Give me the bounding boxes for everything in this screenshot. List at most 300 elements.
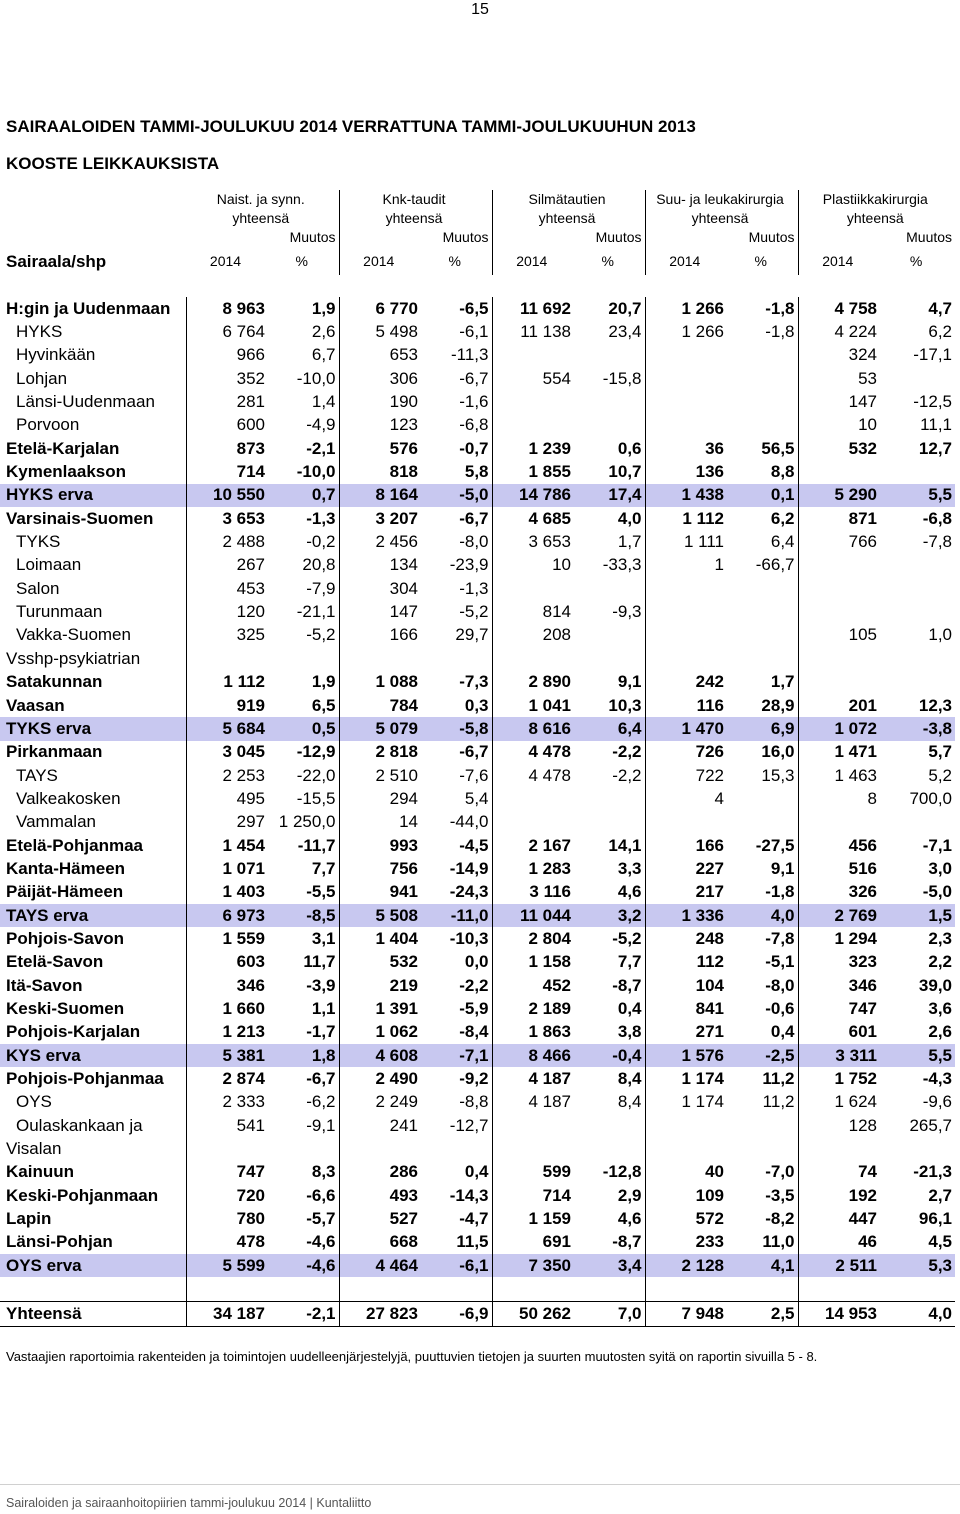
data-table xyxy=(0,297,955,1327)
cell-change-pct: 8,8 xyxy=(770,462,795,482)
table-row xyxy=(0,671,955,694)
cell-value-2014: 2 804 xyxy=(492,927,574,950)
cell-change-pct: 5,2 xyxy=(928,765,952,785)
cell-value-2014: 447 xyxy=(798,1207,880,1230)
row-name: Salon xyxy=(16,578,60,598)
cell-value-2014: 201 xyxy=(798,694,880,717)
spacer-cell xyxy=(268,1277,339,1302)
cell-value-2014: 3 045 xyxy=(186,741,268,764)
row-name: Kainuun xyxy=(6,1162,74,1182)
cell-change-pct: -5,1 xyxy=(765,952,795,972)
cell-value-2014: 919 xyxy=(186,694,268,717)
cell-change-pct xyxy=(880,577,955,600)
cell-change-pct xyxy=(880,1137,955,1160)
cell-value-2014: 233 xyxy=(645,1231,727,1254)
cell-value-2014: 271 xyxy=(645,1021,727,1044)
cell-value-2014: 1 438 xyxy=(645,484,727,507)
row-name: Vaasan xyxy=(6,695,65,715)
cell-change-pct: -12,8 xyxy=(602,1162,642,1182)
cell-value-2014: 105 xyxy=(798,624,880,647)
cell-change-pct: 3,1 xyxy=(311,928,336,948)
cell-value-2014: 5 599 xyxy=(186,1254,268,1277)
cell-value-2014: 166 xyxy=(645,834,727,857)
cell-value-2014: 2 818 xyxy=(339,741,421,764)
cell-change-pct: -6,2 xyxy=(306,1092,336,1112)
cell-value-2014: 147 xyxy=(339,600,421,623)
row-name: Pohjois-Pohjanmaa xyxy=(6,1069,164,1089)
cell-value-2014: 326 xyxy=(798,881,880,904)
row-name: HYKS xyxy=(16,322,63,342)
cell-change-pct: 11,2 xyxy=(762,1069,795,1089)
muutos-label-4: Muutos xyxy=(748,229,795,245)
cell-change-pct: -23,9 xyxy=(449,555,489,575)
cell-value-2014: 993 xyxy=(339,834,421,857)
cell-change-pct: -1,8 xyxy=(765,882,795,902)
cell-change-pct: -6,1 xyxy=(421,1254,492,1277)
cell-value-2014: 5 684 xyxy=(186,717,268,740)
cell-change-pct: 9,1 xyxy=(770,858,795,878)
cell-value-2014: 50 262 xyxy=(492,1302,574,1326)
cell-change-pct: 11,7 xyxy=(303,952,336,972)
cell-change-pct: 0,5 xyxy=(268,717,339,740)
year-label-1: 2014 xyxy=(209,252,242,269)
cell-change-pct: -6,7 xyxy=(459,368,489,388)
row-name: OYS xyxy=(16,1092,52,1112)
cell-change-pct: 20,7 xyxy=(608,298,642,318)
cell-value-2014: 1 576 xyxy=(645,1044,727,1067)
cell-change-pct: 2,6 xyxy=(311,322,336,342)
cell-change-pct xyxy=(727,811,798,834)
cell-value-2014: 147 xyxy=(798,390,880,413)
cell-change-pct xyxy=(727,390,798,413)
group-subtitle-4: yhteensä xyxy=(645,209,798,228)
spacer-cell xyxy=(339,1277,421,1302)
year-label-2: 2014 xyxy=(339,247,421,275)
cell-value-2014: 128 xyxy=(798,1114,880,1137)
cell-value-2014: 286 xyxy=(339,1161,421,1184)
cell-value-2014: 720 xyxy=(186,1184,268,1207)
cell-value-2014: 4 xyxy=(645,787,727,810)
cell-change-pct xyxy=(574,787,645,810)
cell-change-pct: -6,7 xyxy=(306,1069,336,1089)
cell-change-pct: -7,0 xyxy=(765,1162,795,1182)
cell-value-2014: 603 xyxy=(186,951,268,974)
cell-value-2014: 532 xyxy=(339,951,421,974)
spacer-cell xyxy=(798,1277,880,1302)
table-row xyxy=(0,741,955,764)
row-name: Varsinais-Suomen xyxy=(6,508,154,528)
cell-value-2014: 3 311 xyxy=(798,1044,880,1067)
table-row xyxy=(0,390,955,413)
cell-value-2014: 116 xyxy=(645,694,727,717)
footnote: Vastaajien raportoimia rakenteiden ja toimintojen uudelleenjärjestelyjä, puuttuvien tietojen ja suurten muutosten syitä on raportin sivuilla 5 - 8. xyxy=(6,1349,818,1364)
row-name: Oulaskankaan ja xyxy=(16,1115,143,1135)
cell-change-pct: -11,7 xyxy=(297,835,336,855)
cell-value-2014 xyxy=(645,811,727,834)
cell-value-2014: 8 xyxy=(798,787,880,810)
cell-value-2014: 11 692 xyxy=(492,297,574,320)
cell-change-pct: 29,7 xyxy=(455,625,489,645)
cell-change-pct: -17,1 xyxy=(913,345,952,365)
cell-change-pct xyxy=(268,647,339,670)
cell-value-2014: 1 112 xyxy=(186,671,268,694)
page-number: 15 xyxy=(471,1,489,18)
cell-value-2014: 267 xyxy=(186,554,268,577)
cell-value-2014: 11 138 xyxy=(492,320,574,343)
table-row-total xyxy=(0,1302,955,1326)
year-label-5: 2014 xyxy=(798,247,880,275)
cell-change-pct: -6,9 xyxy=(421,1302,492,1326)
row-name: Lohjan xyxy=(16,368,68,388)
cell-change-pct: 11,2 xyxy=(762,1092,795,1112)
cell-change-pct: -10,0 xyxy=(296,368,336,388)
cell-change-pct: 11,1 xyxy=(920,415,952,435)
cell-value-2014: 14 xyxy=(339,811,421,834)
cell-value-2014: 691 xyxy=(492,1231,574,1254)
cell-value-2014 xyxy=(798,554,880,577)
cell-value-2014: 2 769 xyxy=(798,904,880,927)
table-row xyxy=(0,951,955,974)
cell-change-pct: -7,8 xyxy=(922,532,952,552)
cell-value-2014: 1 266 xyxy=(645,320,727,343)
cell-value-2014: 6 770 xyxy=(339,297,421,320)
cell-change-pct: 28,9 xyxy=(761,695,795,715)
row-name: Turunmaan xyxy=(16,602,103,622)
cell-value-2014: 325 xyxy=(186,624,268,647)
footer-divider xyxy=(0,1484,960,1485)
cell-value-2014: 4 187 xyxy=(492,1091,574,1114)
cell-change-pct: -66,7 xyxy=(755,555,795,575)
cell-change-pct: -7,9 xyxy=(306,578,336,598)
cell-value-2014: 242 xyxy=(645,671,727,694)
cell-change-pct: -4,9 xyxy=(306,415,336,435)
cell-change-pct xyxy=(880,367,955,390)
row-name: Porvoon xyxy=(16,415,80,435)
cell-value-2014: 532 xyxy=(798,437,880,460)
cell-change-pct xyxy=(727,600,798,623)
cell-change-pct: 8,4 xyxy=(617,1069,642,1089)
cell-value-2014 xyxy=(492,811,574,834)
cell-change-pct: 9,1 xyxy=(617,672,642,692)
cell-change-pct: 11,0 xyxy=(762,1232,795,1252)
cell-value-2014: 10 550 xyxy=(186,484,268,507)
cell-change-pct: -5,9 xyxy=(459,998,489,1018)
cell-change-pct: -5,7 xyxy=(306,1209,336,1229)
cell-value-2014: 324 xyxy=(798,344,880,367)
cell-change-pct xyxy=(421,1137,492,1160)
cell-value-2014: 4 478 xyxy=(492,741,574,764)
cell-value-2014: 4 685 xyxy=(492,507,574,530)
cell-value-2014: 4 478 xyxy=(492,764,574,787)
cell-value-2014: 192 xyxy=(798,1184,880,1207)
cell-change-pct xyxy=(727,1137,798,1160)
cell-value-2014: 1 404 xyxy=(339,927,421,950)
cell-change-pct: 6,4 xyxy=(574,717,645,740)
cell-value-2014: 4 224 xyxy=(798,320,880,343)
cell-value-2014: 841 xyxy=(645,997,727,1020)
cell-change-pct: -22,0 xyxy=(296,765,336,785)
row-name: Hyvinkään xyxy=(16,345,96,365)
table-row xyxy=(0,437,955,460)
header-row-2 xyxy=(0,209,955,228)
cell-change-pct: -1,6 xyxy=(459,392,489,412)
table-row-erva xyxy=(0,484,955,507)
cell-change-pct: -0,4 xyxy=(574,1044,645,1067)
cell-value-2014: 1 624 xyxy=(798,1091,880,1114)
report-title: SAIRAALOIDEN TAMMI-JOULUKUU 2014 VERRATTUNA TAMMI-JOULUKUUHUN 2013 xyxy=(6,117,696,136)
cell-value-2014: 323 xyxy=(798,951,880,974)
muutos-label-2: Muutos xyxy=(442,229,489,245)
cell-change-pct xyxy=(574,1114,645,1137)
cell-value-2014: 14 786 xyxy=(492,484,574,507)
cell-value-2014 xyxy=(645,1137,727,1160)
cell-change-pct: -14,3 xyxy=(449,1185,489,1205)
cell-change-pct xyxy=(727,624,798,647)
cell-change-pct xyxy=(574,647,645,670)
cell-change-pct: 4,6 xyxy=(617,1209,642,1229)
cell-value-2014: 1 174 xyxy=(645,1091,727,1114)
cell-change-pct: -2,1 xyxy=(306,438,336,458)
cell-value-2014: 726 xyxy=(645,741,727,764)
year-label-3: 2014 xyxy=(492,247,574,275)
cell-value-2014: 722 xyxy=(645,764,727,787)
cell-value-2014 xyxy=(645,344,727,367)
cell-change-pct: 0,4 xyxy=(617,998,642,1018)
cell-change-pct: -5,2 xyxy=(459,602,489,622)
cell-change-pct: -5,2 xyxy=(612,928,642,948)
group-subtitle-1: yhteensä xyxy=(232,210,290,226)
cell-change-pct: 3,4 xyxy=(574,1254,645,1277)
cell-change-pct: -4,6 xyxy=(306,1232,336,1252)
row-name: Loimaan xyxy=(16,555,82,575)
cell-value-2014: 166 xyxy=(339,624,421,647)
cell-change-pct: 6,7 xyxy=(311,345,336,365)
cell-change-pct: 4,1 xyxy=(727,1254,798,1277)
cell-change-pct: -2,2 xyxy=(612,765,642,785)
table-row-erva xyxy=(0,1254,955,1277)
cell-value-2014 xyxy=(798,577,880,600)
row-name: Satakunnan xyxy=(6,672,103,692)
cell-change-pct: -3,8 xyxy=(880,717,955,740)
cell-value-2014: 5 381 xyxy=(186,1044,268,1067)
cell-change-pct: 7,7 xyxy=(617,952,642,972)
cell-value-2014: 1 336 xyxy=(645,904,727,927)
cell-change-pct: 3,6 xyxy=(928,998,952,1018)
cell-change-pct: -1,8 xyxy=(765,298,795,318)
cell-value-2014: 1 660 xyxy=(186,997,268,1020)
cell-change-pct xyxy=(880,600,955,623)
table-row xyxy=(0,764,955,787)
cell-value-2014 xyxy=(645,624,727,647)
cell-value-2014: 478 xyxy=(186,1231,268,1254)
cell-change-pct: 1,0 xyxy=(928,625,952,645)
table-row xyxy=(0,1021,955,1044)
cell-change-pct: -21,3 xyxy=(913,1162,952,1182)
row-name: TYKS erva xyxy=(0,717,186,740)
cell-value-2014: 5 508 xyxy=(339,904,421,927)
cell-value-2014 xyxy=(186,647,268,670)
cell-value-2014 xyxy=(492,647,574,670)
cell-value-2014: 766 xyxy=(798,530,880,553)
cell-value-2014: 14 953 xyxy=(798,1302,880,1326)
cell-value-2014: 241 xyxy=(339,1114,421,1137)
spacer-cell xyxy=(421,1277,492,1302)
spacer-cell xyxy=(880,1277,955,1302)
cell-change-pct: -4,5 xyxy=(459,835,489,855)
cell-change-pct: -8,0 xyxy=(459,532,489,552)
cell-value-2014: 601 xyxy=(798,1021,880,1044)
cell-change-pct: -1,7 xyxy=(306,1022,336,1042)
cell-value-2014 xyxy=(798,811,880,834)
page-footer: Sairaloiden ja sairaanhoitopiirien tammi-joulukuu 2014 | Kuntaliitto xyxy=(6,1496,372,1510)
cell-change-pct: -3,9 xyxy=(306,975,336,995)
cell-change-pct xyxy=(268,1137,339,1160)
cell-change-pct: 2,6 xyxy=(928,1022,952,1042)
cell-value-2014: 346 xyxy=(798,974,880,997)
cell-value-2014 xyxy=(645,1114,727,1137)
cell-value-2014: 1 071 xyxy=(186,857,268,880)
cell-change-pct: 1,7 xyxy=(770,672,795,692)
row-name: Kymenlaakson xyxy=(6,462,126,482)
cell-value-2014 xyxy=(492,787,574,810)
cell-value-2014: 653 xyxy=(339,344,421,367)
cell-value-2014: 294 xyxy=(339,787,421,810)
cell-change-pct: 4,6 xyxy=(617,882,642,902)
cell-value-2014: 208 xyxy=(492,624,574,647)
cell-change-pct: 10,7 xyxy=(608,462,642,482)
cell-change-pct: 0,6 xyxy=(617,438,642,458)
muutos-label-3: Muutos xyxy=(595,229,642,245)
row-name: Etelä-Pohjanmaa xyxy=(6,835,143,855)
cell-value-2014: 576 xyxy=(339,437,421,460)
cell-value-2014: 8 616 xyxy=(492,717,574,740)
table-row xyxy=(0,927,955,950)
cell-value-2014: 2 510 xyxy=(339,764,421,787)
table-row xyxy=(0,1161,955,1184)
cell-value-2014: 1 111 xyxy=(645,530,727,553)
cell-value-2014 xyxy=(186,1137,268,1160)
table-row xyxy=(0,577,955,600)
cell-change-pct xyxy=(880,460,955,483)
cell-change-pct xyxy=(727,787,798,810)
row-name: Vsshp-psykiatrian xyxy=(6,648,141,668)
year-label-4: 2014 xyxy=(645,247,727,275)
cell-value-2014: 873 xyxy=(186,437,268,460)
cell-change-pct: 2,5 xyxy=(727,1302,798,1326)
cell-value-2014: 747 xyxy=(798,997,880,1020)
row-name: TAYS xyxy=(16,765,58,785)
cell-change-pct: -2,2 xyxy=(459,975,489,995)
cell-change-pct: 0,4 xyxy=(464,1162,489,1182)
cell-value-2014 xyxy=(645,647,727,670)
cell-value-2014: 1 752 xyxy=(798,1067,880,1090)
table-row xyxy=(0,694,955,717)
cell-change-pct xyxy=(574,577,645,600)
group-title-3: Silmätautien xyxy=(492,190,645,209)
table-row xyxy=(0,974,955,997)
cell-value-2014: 554 xyxy=(492,367,574,390)
cell-change-pct: -1,3 xyxy=(306,508,336,528)
cell-change-pct: 3,0 xyxy=(928,858,952,878)
cell-change-pct: 39,0 xyxy=(918,975,952,995)
table-row xyxy=(0,997,955,1020)
cell-change-pct: -33,3 xyxy=(602,555,642,575)
cell-change-pct: -7,1 xyxy=(922,835,952,855)
pct-label-2: % xyxy=(448,252,461,269)
cell-change-pct xyxy=(727,414,798,437)
row-name: Lapin xyxy=(6,1209,52,1229)
cell-change-pct: 0,4 xyxy=(770,1022,795,1042)
cell-change-pct: -15,8 xyxy=(602,368,642,388)
cell-change-pct: -6,8 xyxy=(922,508,952,528)
cell-change-pct: 0,3 xyxy=(464,695,489,715)
cell-change-pct: -8,2 xyxy=(765,1209,795,1229)
cell-value-2014: 1 158 xyxy=(492,951,574,974)
cell-value-2014: 1 159 xyxy=(492,1207,574,1230)
cell-value-2014: 541 xyxy=(186,1114,268,1137)
cell-change-pct: -44,0 xyxy=(449,812,489,832)
table-row xyxy=(0,460,955,483)
group-title-5: Plastiikkakirurgia xyxy=(798,190,955,209)
cell-change-pct: 7,0 xyxy=(574,1302,645,1326)
table-row xyxy=(0,787,955,810)
cell-value-2014: 1 283 xyxy=(492,857,574,880)
cell-value-2014: 4 608 xyxy=(339,1044,421,1067)
cell-value-2014: 10 xyxy=(798,414,880,437)
cell-value-2014: 1 266 xyxy=(645,297,727,320)
cell-change-pct: -2,5 xyxy=(727,1044,798,1067)
cell-value-2014: 1 463 xyxy=(798,764,880,787)
table-row xyxy=(0,857,955,880)
cell-value-2014 xyxy=(645,577,727,600)
table-row-spacer xyxy=(0,1277,955,1302)
cell-change-pct xyxy=(421,647,492,670)
cell-change-pct: 0,0 xyxy=(464,952,489,972)
cell-value-2014: 714 xyxy=(186,460,268,483)
cell-change-pct: 2,9 xyxy=(617,1185,642,1205)
cell-value-2014: 7 948 xyxy=(645,1302,727,1326)
cell-value-2014: 281 xyxy=(186,390,268,413)
group-subtitle-5: yhteensä xyxy=(798,209,955,228)
cell-value-2014: 7 350 xyxy=(492,1254,574,1277)
cell-value-2014 xyxy=(492,577,574,600)
cell-value-2014 xyxy=(645,414,727,437)
cell-value-2014: 3 116 xyxy=(492,881,574,904)
cell-change-pct: -7,8 xyxy=(765,928,795,948)
cell-value-2014: 120 xyxy=(186,600,268,623)
cell-change-pct: 8,4 xyxy=(617,1092,642,1112)
cell-value-2014: 1 088 xyxy=(339,671,421,694)
cell-change-pct: 14,1 xyxy=(608,835,642,855)
cell-value-2014 xyxy=(798,671,880,694)
table-row xyxy=(0,297,955,320)
table-row xyxy=(0,507,955,530)
spacer-cell xyxy=(645,1277,727,1302)
cell-change-pct: -4,6 xyxy=(268,1254,339,1277)
cell-value-2014: 8 963 xyxy=(186,297,268,320)
cell-change-pct xyxy=(727,344,798,367)
cell-change-pct xyxy=(880,671,955,694)
cell-value-2014: 2 167 xyxy=(492,834,574,857)
table-row xyxy=(0,1184,955,1207)
cell-change-pct: 2,2 xyxy=(928,952,952,972)
cell-value-2014: 1 391 xyxy=(339,997,421,1020)
cell-value-2014: 4 464 xyxy=(339,1254,421,1277)
cell-value-2014: 109 xyxy=(645,1184,727,1207)
header-row-4 xyxy=(0,247,955,275)
cell-value-2014: 6 764 xyxy=(186,320,268,343)
group-title-2: Knk-taudit xyxy=(339,190,492,209)
